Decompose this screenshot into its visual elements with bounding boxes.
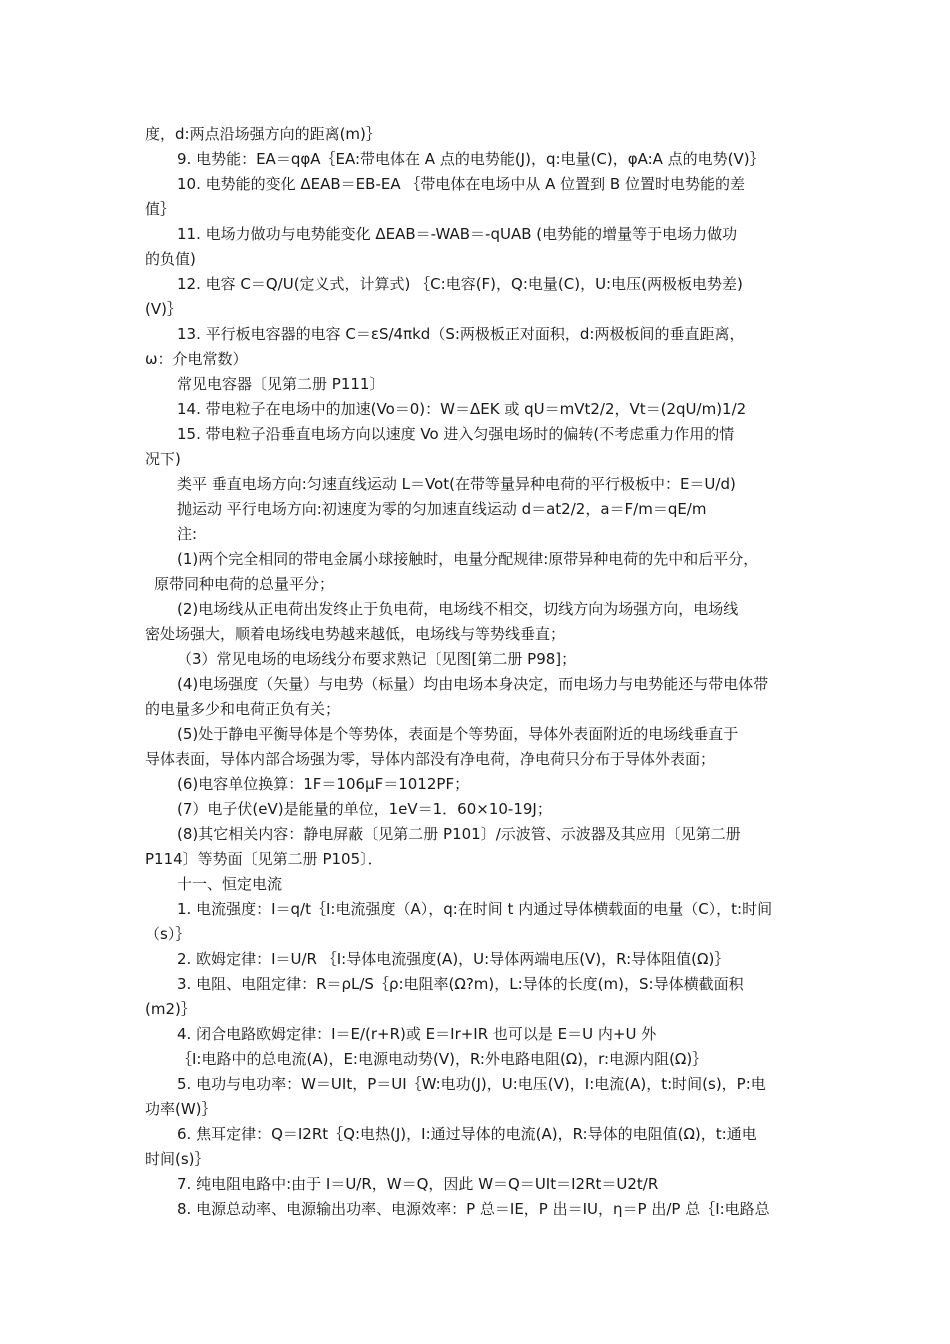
text-line: 4. 闭合电路欧姆定律：I＝E/(r+R)或 E＝Ir+IR 也可以是 E＝U 内+U 外 <box>177 1025 657 1043</box>
text-line: （3）常见电场的电场线分布要求熟记〔见图[第二册 P98]； <box>177 650 577 668</box>
text-line: （s）｝ <box>145 925 191 943</box>
text-line: (8)其它相关内容：静电屏蔽〔见第二册 P101〕/示波管、示波器及其应用〔见第二册 <box>177 825 741 843</box>
text-line: 度，d:两点沿场强方向的距离(m)｝ <box>145 125 381 143</box>
text-line: (m2)｝ <box>145 1000 196 1018</box>
text-line: ω：介电常数） <box>145 350 248 368</box>
text-line: (4)电场强度（矢量）与电势（标量）均由电场本身决定，而电场力与电势能还与带电体带 <box>177 675 769 693</box>
text-line: 13. 平行板电容器的电容 C＝εS/4πkd（S:两极板正对面积，d:两极板间的垂直距离， <box>177 325 745 343</box>
text-line: (V)｝ <box>145 300 182 318</box>
text-line: 10. 电势能的变化 ΔEAB＝EB-EA ｛带电体在电场中从 A 位置到 B 位置时电势能的差 <box>177 175 745 193</box>
text-line: 11. 电场力做功与电势能变化 ΔEAB＝-WAB＝-qUAB (电势能的增量等于电场力做功 <box>177 225 738 243</box>
text-line: (7）电子伏(eV)是能量的单位，1eV＝1．60×10-19J； <box>177 800 552 818</box>
text-line: 密处场强大，顺着电场线电势越来越低，电场线与等势线垂直； <box>145 625 566 643</box>
text-line: 原带同种电荷的总量平分； <box>154 575 335 593</box>
text-line: (1)两个完全相同的带电金属小球接触时，电量分配规律:原带异种电荷的先中和后平分， <box>177 550 759 568</box>
text-line: 14. 带电粒子在电场中的加速(Vo＝0)：W＝ΔEK 或 qU＝mVt2/2，Vt＝(2qU/m)1/2 <box>177 400 747 418</box>
text-line: 8. 电源总动率、电源输出功率、电源效率：P 总＝IE，P 出＝IU，η＝P 出/P 总｛I:电路总 <box>177 1200 770 1218</box>
text-line: 7. 纯电阻电路中:由于 I＝U/R，W＝Q，因此 W＝Q＝UIt＝I2Rt＝U2t/R <box>177 1175 659 1193</box>
text-line: 的电量多少和电荷正负有关； <box>145 700 341 718</box>
text-line: 导体表面，导体内部合场强为零，导体内部没有净电荷，净电荷只分布于导体外表面； <box>145 750 716 768</box>
text-line: 值｝ <box>145 200 176 218</box>
text-line: 常见电容器〔见第二册 P111〕 <box>177 375 385 393</box>
text-line: 十一、恒定电流 <box>177 875 283 893</box>
text-line: (5)处于静电平衡导体是个等势体，表面是个等势面，导体外表面附近的电场线垂直于 <box>177 725 739 743</box>
text-line: 1. 电流强度：I＝q/t｛I:电流强度（A），q:在时间 t 内通过导体横载面的电量（C），t:时间 <box>177 900 773 918</box>
text-line: ｛I:电路中的总电流(A)，E:电源电动势(V)，R:外电路电阻(Ω)，r:电源内阻(Ω)｝ <box>177 1050 708 1068</box>
text-line: 12. 电容 C＝Q/U(定义式，计算式) ｛C:电容(F)，Q:电量(C)，U:电压(两极板电势差) <box>177 275 743 293</box>
text-line: 类平 垂直电场方向:匀速直线运动 L＝Vot(在带等量异种电荷的平行极板中：E＝U/d) <box>177 475 736 493</box>
text-line: 9. 电势能：EA＝qφA｛EA:带电体在 A 点的电势能(J)，q:电量(C)，φA:A 点的电势(V)｝ <box>177 150 765 168</box>
document-body <box>145 122 810 1222</box>
text-line: 15. 带电粒子沿垂直电场方向以速度 Vo 进入匀强电场时的偏转(不考虑重力作用的情 <box>177 425 735 443</box>
text-line: 6. 焦耳定律：Q＝I2Rt｛Q:电热(J)，I:通过导体的电流(A)，R:导体的电阻值(Ω)，t:通电 <box>177 1125 757 1143</box>
text-line: 功率(W)｝ <box>145 1100 217 1118</box>
text-line: 抛运动 平行电场方向:初速度为零的匀加速直线运动 d＝at2/2，a＝F/m＝qE/m <box>177 500 707 518</box>
text-line: (2)电场线从正电荷出发终止于负电荷，电场线不相交，切线方向为场强方向，电场线 <box>177 600 739 618</box>
text-line: 的负值) <box>145 250 196 268</box>
text-line: 3. 电阻、电阻定律：R＝ρL/S｛ρ:电阻率(Ω?m)，L:导体的长度(m)，S:导体横截面积 <box>177 975 744 993</box>
text-line: 况下) <box>145 450 181 468</box>
text-line: P114〕等势面〔见第二册 P105〕． <box>145 850 383 868</box>
text-line: 注: <box>177 525 198 543</box>
text-line: (6)电容单位换算：1F＝106μF＝1012PF； <box>177 775 470 793</box>
text-line: 2. 欧姆定律：I＝U/R ｛I:导体电流强度(A)，U:导体两端电压(V)，R:导体阻值(Ω)｝ <box>177 950 730 968</box>
text-line: 5. 电功与电功率：W＝UIt，P＝UI｛W:电功(J)，U:电压(V)，I:电流(A)，t:时间(s)，P:电 <box>177 1075 766 1093</box>
text-line: 时间(s)｝ <box>145 1150 210 1168</box>
